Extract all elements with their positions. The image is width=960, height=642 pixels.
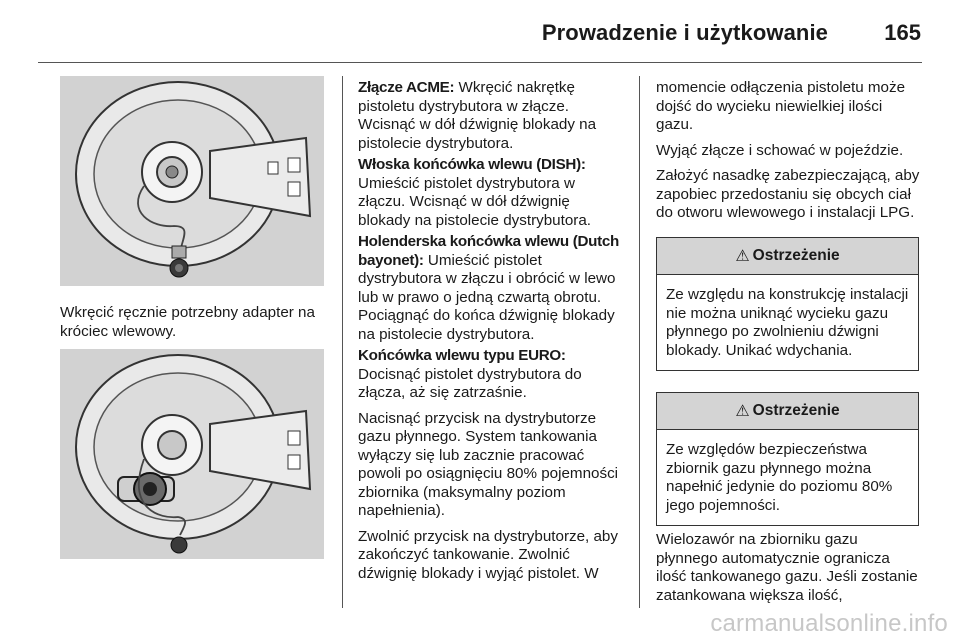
- warning-header: [657, 238, 918, 275]
- dish-text: Umieścić pistolet dystrybutora w złączu. Wcisnąć w dół dźwignię blokady na pistolecie dystrybutora.: [358, 174, 592, 229]
- illustration-adapter-installed: [60, 349, 324, 559]
- warning-text: Ze względów bezpieczeństwa zbiornik gazu płynnego można napełnić jedynie do poziomu 80% jego pojemności.: [666, 441, 893, 514]
- page-number: 165: [884, 20, 921, 45]
- header-divider: [38, 62, 922, 63]
- warning-triangle-icon: ⚠: [735, 248, 750, 265]
- page-title: Prowadzenie i użytkowanie: [541, 20, 828, 45]
- warning-title: Ostrzeżenie: [752, 402, 840, 419]
- dish-paragraph: [358, 156, 626, 230]
- warning-title: Ostrzeżenie: [752, 247, 840, 264]
- warning-triangle-icon: ⚠: [735, 403, 750, 420]
- euro-heading: Końcówka wlewu typu EURO:: [358, 347, 566, 364]
- continue-paragraph: momencie odłączenia pistoletu może dojść do wycieku niewielkiej ilości gazu.: [656, 79, 906, 133]
- column-divider-left: [342, 76, 343, 608]
- warning-header: [657, 393, 918, 430]
- press-paragraph: Nacisnąć przycisk na dystrybutorze gazu płynnego. System tankowania wyłączy się lub zacznie pracować powoli po osiągnięciu 80% pojemności zbiornika (maksymalny poziom napełnienia).: [358, 409, 619, 519]
- dish-heading: Włoska końcówka wlewu (DISH):: [358, 156, 586, 173]
- cap-paragraph: Założyć nasadkę zabezpieczającą, aby zapobiec przedostaniu się obcych ciał do otworu wlewowego i instalacji LPG.: [656, 167, 920, 221]
- illustration-filler-neck: [60, 76, 324, 286]
- warning-box-leak: [656, 237, 919, 371]
- euro-paragraph: [358, 347, 626, 403]
- remove-paragraph: Wyjąć złącze i schować w pojeździe.: [656, 141, 904, 159]
- right-column: [656, 79, 922, 230]
- dutch-heading: Holenderska końcówka wlewu (Dutch bayonet):: [358, 233, 620, 269]
- valve-paragraph: Wielozawór na zbiorniku gazu płynnego automatycznie ogranicza ilość tankowanego gazu. Jeśli zostanie zatankowana większa ilość,: [656, 531, 918, 604]
- warning-box-capacity: [656, 392, 919, 526]
- warning-text: Ze względu na konstrukcję instalacji nie można uniknąć wycieku gazu płynnego po zwolnieniu dźwigni blokady. Unikać wdychania.: [666, 286, 909, 359]
- valve-column: [656, 531, 922, 612]
- caption-column: [60, 304, 324, 348]
- dutch-text: Umieścić pistolet dystrybutora w złączu i obrócić w lewo lub w prawo o jedną czwartą obrotu. Pociągnąć do końca dźwignię blokady na pistolecie dystrybutora.: [358, 251, 616, 343]
- middle-column: [358, 79, 626, 590]
- acme-heading: Złącze ACME:: [358, 79, 455, 96]
- acme-text: Wkręcić nakrętkę pistoletu dystrybutora w złącze. Wcisnąć w dół dźwignię blokady na pistolecie dystrybutora.: [358, 79, 597, 152]
- euro-text: Docisnąć pistolet dystrybutora do złącza, aż się zatrzaśnie.: [358, 365, 582, 401]
- figure-caption: Wkręcić ręcznie potrzebny adapter na króciec wlewowy.: [60, 304, 315, 340]
- watermark: carmanualsonline.info: [710, 610, 948, 637]
- acme-paragraph: [358, 79, 626, 153]
- release-paragraph: Zwolnić przycisk na dystrybutorze, aby zakończyć tankowanie. Zwolnić dźwignię blokady i wyjąć pistolet. W: [358, 527, 618, 582]
- column-divider-right: [639, 76, 640, 608]
- dutch-paragraph: [358, 233, 626, 344]
